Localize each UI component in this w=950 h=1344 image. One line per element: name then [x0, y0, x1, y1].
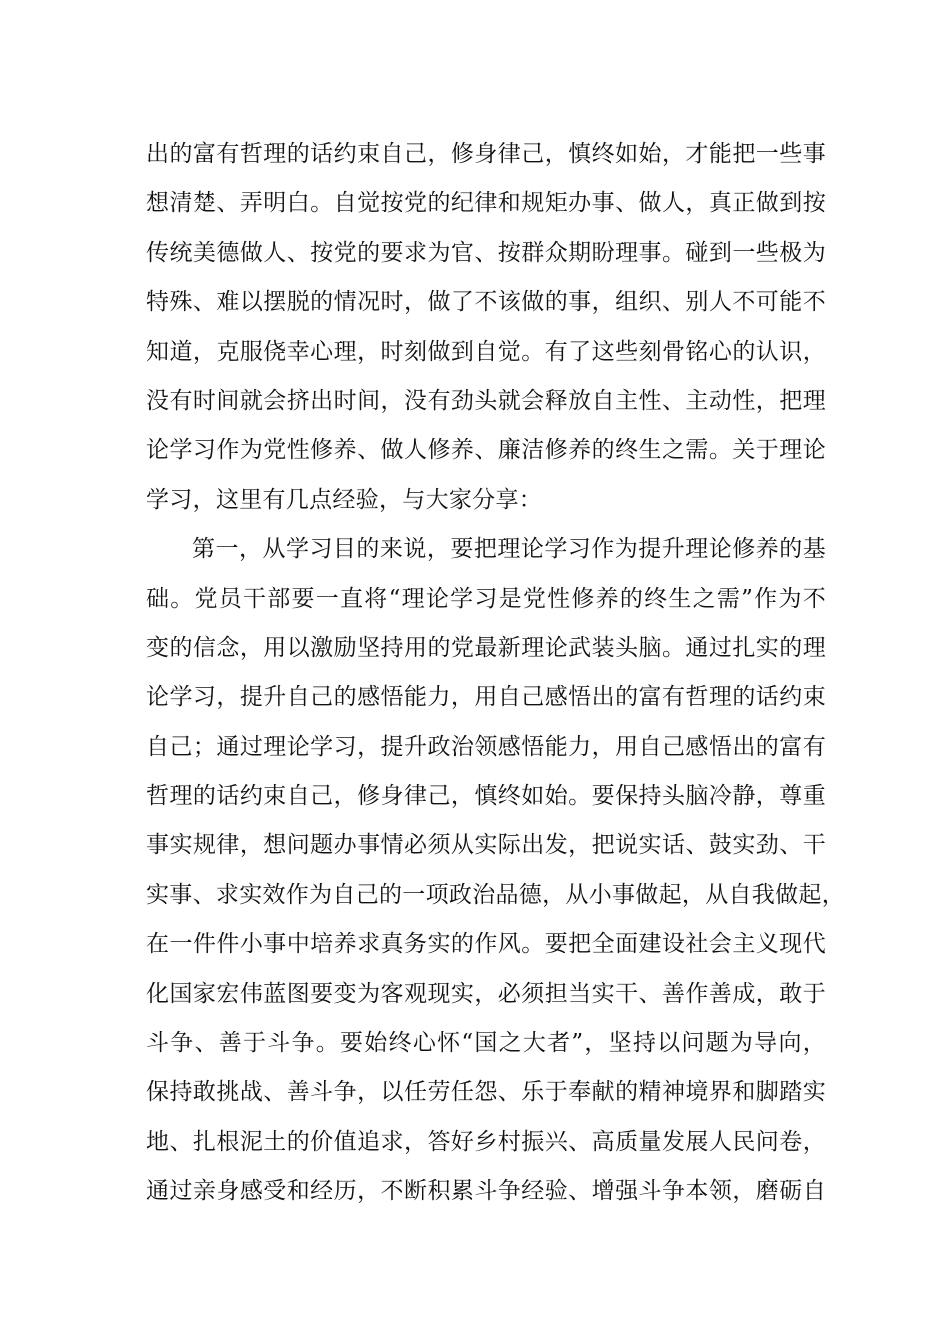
text-line: 没有时间就会挤出时间，没有劲头就会释放自主性、主动性，把理 [146, 387, 826, 414]
body-text [146, 130, 845, 1217]
text-line: 础。党员干部要一直将“理论学习是党性修养的终生之需”作为不 [146, 585, 826, 612]
text-line: 哲理的话约束自己，修身律己，慎终如始。要保持头脑冷静，尊重 [146, 783, 826, 810]
text-line: 通过亲身感受和经历，不断积累斗争经验、增强斗争本领，磨砺自 [146, 1178, 826, 1205]
text-line: 事实规律，想问题办事情必须从实际出发，把说实话、鼓实劲、干 [146, 832, 826, 859]
text-line: 变的信念，用以激励坚持用的党最新理论武装头脑。通过扎实的理 [146, 634, 826, 661]
text-line: 实事、求实效作为自己的一项政治品德，从小事做起，从自我做起， [146, 881, 845, 908]
text-line: 在一件件小事中培养求真务实的作风。要把全面建设社会主义现代 [146, 931, 826, 958]
text-line: 保持敢挑战、善斗争，以任劳任怨、乐于奉献的精神境界和脚踏实 [146, 1079, 826, 1106]
text-line: 论学习作为党性修养、做人修养、廉洁修养的终生之需。关于理论 [146, 437, 826, 464]
text-line: 地、扎根泥土的价值追求，答好乡村振兴、高质量发展人民问卷， [146, 1128, 826, 1155]
text-line: 出的富有哲理的话约束自己，修身律己，慎终如始，才能把一些事 [146, 141, 826, 167]
text-line: 自己；通过理论学习，提升政治领感悟能力，用自己感悟出的富有 [146, 733, 826, 760]
text-line: 学习，这里有几点经验，与大家分享： [146, 486, 543, 513]
text-line: 特殊、难以摆脱的情况时，做了不该做的事，组织、别人不可能不 [146, 289, 826, 316]
text-line: 斗争、善于斗争。要始终心怀“国之大者”，坚持以问题为导向， [146, 1030, 826, 1057]
text-line: 化国家宏伟蓝图要变为客观现实，必须担当实干、善作善成，敢于 [146, 980, 826, 1007]
text-line: 第一，从学习目的来说，要把理论学习作为提升理论修养的基 [192, 536, 826, 563]
text-line: 知道，克服侥幸心理，时刻做到自觉。有了这些刻骨铭心的认识， [146, 338, 826, 365]
text-line: 论学习，提升自己的感悟能力，用自己感悟出的富有哲理的话约束 [146, 684, 826, 711]
text-line: 传统美德做人、按党的要求为官、按群众期盼理事。碰到一些极为 [146, 239, 826, 266]
text-line: 想清楚、弄明白。自觉按党的纪律和规矩办事、做人，真正做到按 [146, 190, 826, 217]
